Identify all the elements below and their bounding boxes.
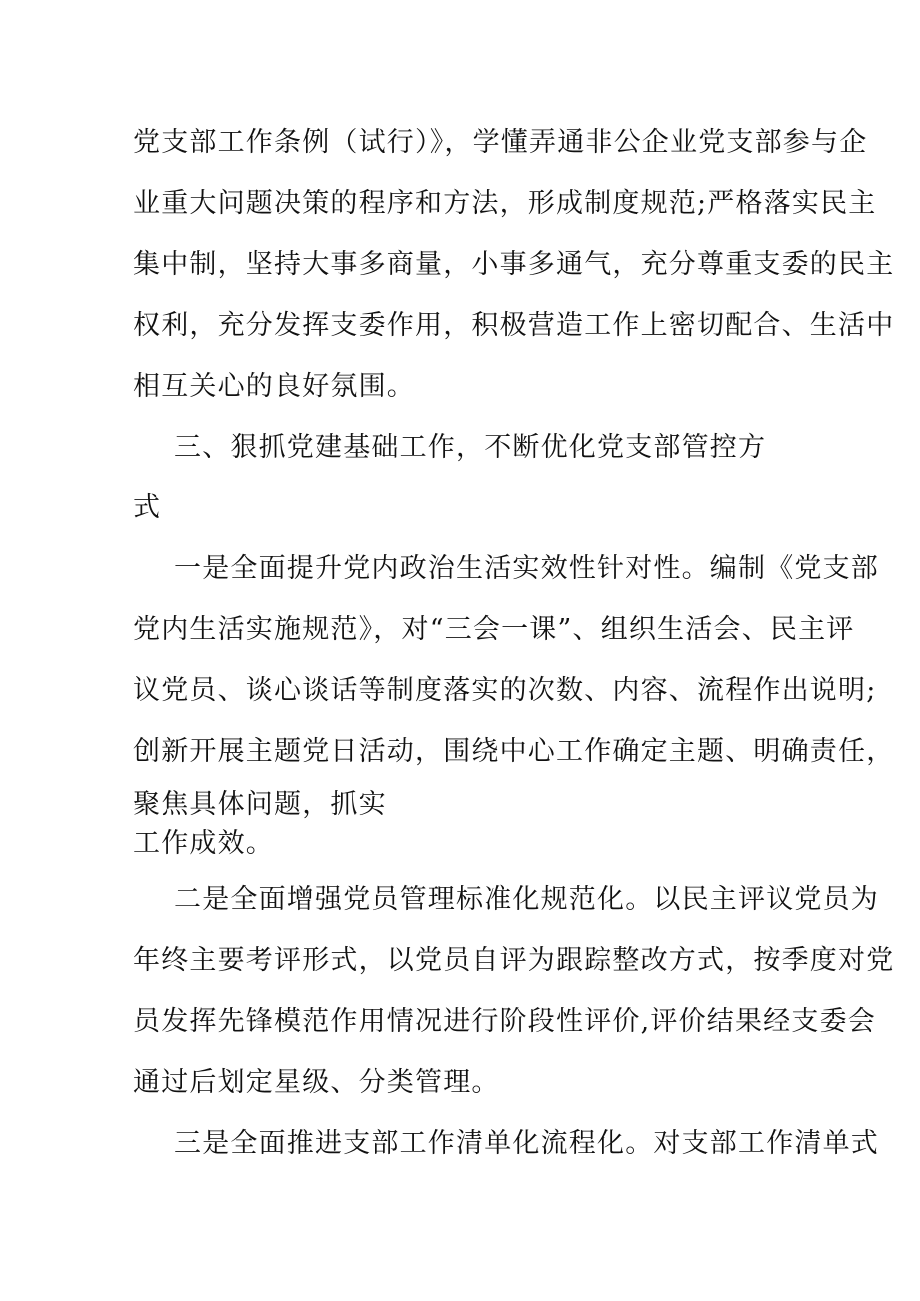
text-line-3: 集中制，坚持大事多商量，小事多通气，充分尊重支委的民主: [133, 249, 895, 280]
text-line-12: 聚焦具体问题，抓实: [133, 789, 387, 820]
text-line-1: 党支部工作条例（试行）》，学懂弄通非公企业党支部参与企: [133, 127, 868, 158]
text-line-15: 年终主要考评形式，以党员自评为跟踪整改方式，按季度对党: [133, 945, 895, 976]
text-line-10: 议党员、谈心谈话等制度落实的次数、内容、流程作出说明;: [133, 675, 877, 706]
text-line-8: 一是全面提升党内政治生活实效性针对性。编制《党支部: [174, 553, 879, 584]
text-line-13: 工作成效。: [133, 828, 274, 859]
text-line-9: 党内生活实施规范》，对“三会一课”、组织生活会、民主评: [133, 614, 855, 645]
text-line-18: 三是全面推进支部工作清单化流程化。对支部工作清单式: [174, 1128, 879, 1159]
text-line-16: 员发挥先锋模范作用情况进行阶段性评价,评价结果经支委会: [133, 1006, 876, 1037]
text-line-17: 通过后划定星级、分类管理。: [133, 1067, 500, 1098]
text-line-14: 二是全面增强党员管理标准化规范化。以民主评议党员为: [174, 884, 879, 915]
section-heading-continued: 式: [133, 492, 162, 523]
section-heading: 三、狠抓党建基础工作，不断优化党支部管控方: [174, 432, 767, 463]
text-line-2: 业重大问题决策的程序和方法，形成制度规范;严格落实民主: [133, 188, 877, 219]
text-line-4: 权利，充分发挥支委作用，积极营造工作上密切配合、生活中: [133, 310, 895, 341]
text-line-5: 相互关心的良好氛围。: [133, 371, 415, 402]
text-line-11: 创新开展主题党日活动，围绕中心工作确定主题、明确责任，: [133, 736, 895, 767]
